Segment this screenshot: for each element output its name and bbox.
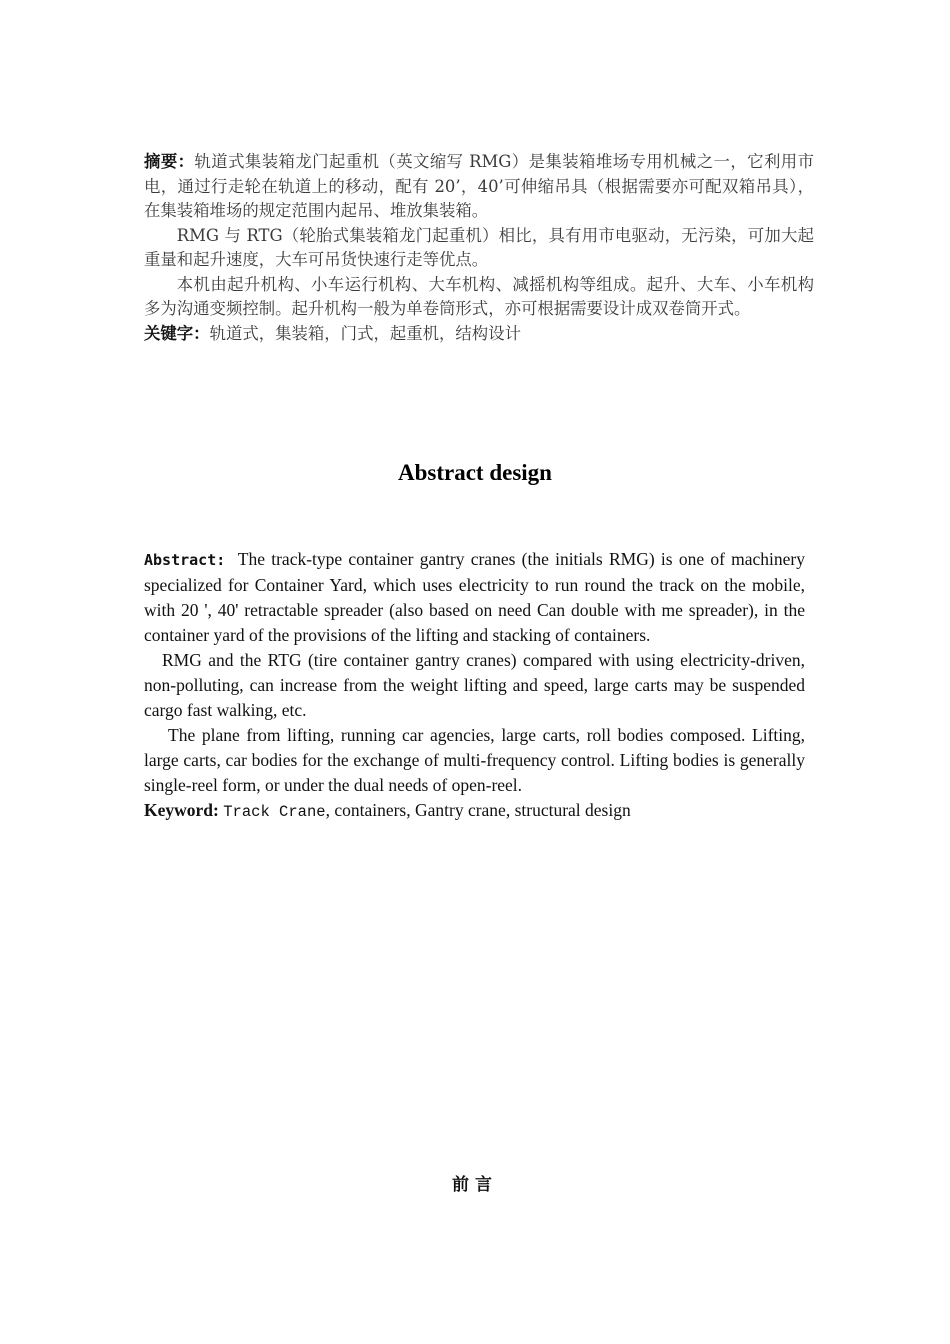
chinese-abstract-paragraph-1	[144, 150, 814, 224]
english-keywords-text: , containers, Gantry crane, structural design	[325, 800, 631, 820]
english-abstract-paragraph-3: The plane from lifting, running car agencies, large carts, roll bodies composed. Lifting, large carts, car bodies for the exchange of multi-frequency control. Lifting bodies is generally single-reel form, or under the dual needs of open-reel.	[144, 725, 805, 795]
english-abstract-paragraph-2: RMG and the RTG (tire container gantry cranes) compared with using electricity-driven, non-polluting, can increase from the weight lifting and speed, large carts may be suspended cargo fast walking, etc.	[144, 650, 805, 720]
english-abstract	[144, 547, 805, 825]
chinese-abstract-paragraph-3: 本机由起升机构、小车运行机构、大车机构、减摇机构等组成。起升、大车、小车机构多为沟通变频控制。起升机构一般为单卷筒形式，亦可根据需要设计成双卷筒开式。	[144, 274, 814, 318]
english-keywords	[144, 798, 805, 825]
chinese-abstract-text-1: 轨道式集装箱龙门起重机（英文缩写 RMG）是集装箱堆场专用机械之一，它利用市电，通过行走轮在轨道上的移动，配有 20’，40’可伸缩吊具（根据需要亦可配双箱吊具），在集装箱堆场的规定范围内起吊、堆放集装箱。	[144, 152, 814, 220]
english-keywords-mono: Track Crane	[223, 803, 326, 821]
chinese-abstract	[144, 150, 814, 346]
english-abstract-text-1: The track-type container gantry cranes (the initials RMG) is one of machinery specialized for Container Yard, which uses electricity to run round the track on the mobile, with 20 ', 40' retractable spreader (also based on need Can double with me spreader), in the container yard of the provisions of the lifting and stacking of containers.	[144, 549, 806, 645]
preface-heading: 前言	[452, 1175, 498, 1195]
chinese-keywords-text: 轨道式，集装箱，门式，起重机，结构设计	[209, 323, 521, 343]
english-abstract-title: Abstract design	[398, 460, 552, 485]
chinese-keywords-label: 关键字：	[144, 323, 210, 343]
chinese-abstract-label: 摘要：	[144, 152, 195, 171]
chinese-abstract-paragraph-2: RMG 与 RTG（轮胎式集装箱龙门起重机）相比，具有用市电驱动，无污染，可加大起重量和起升速度，大车可吊货快速行走等优点。	[144, 225, 814, 269]
chinese-keywords	[144, 322, 814, 347]
english-keywords-label: Keyword:	[144, 800, 219, 820]
english-abstract-label: Abstract:	[144, 551, 226, 569]
english-abstract-paragraph-1	[144, 547, 805, 648]
